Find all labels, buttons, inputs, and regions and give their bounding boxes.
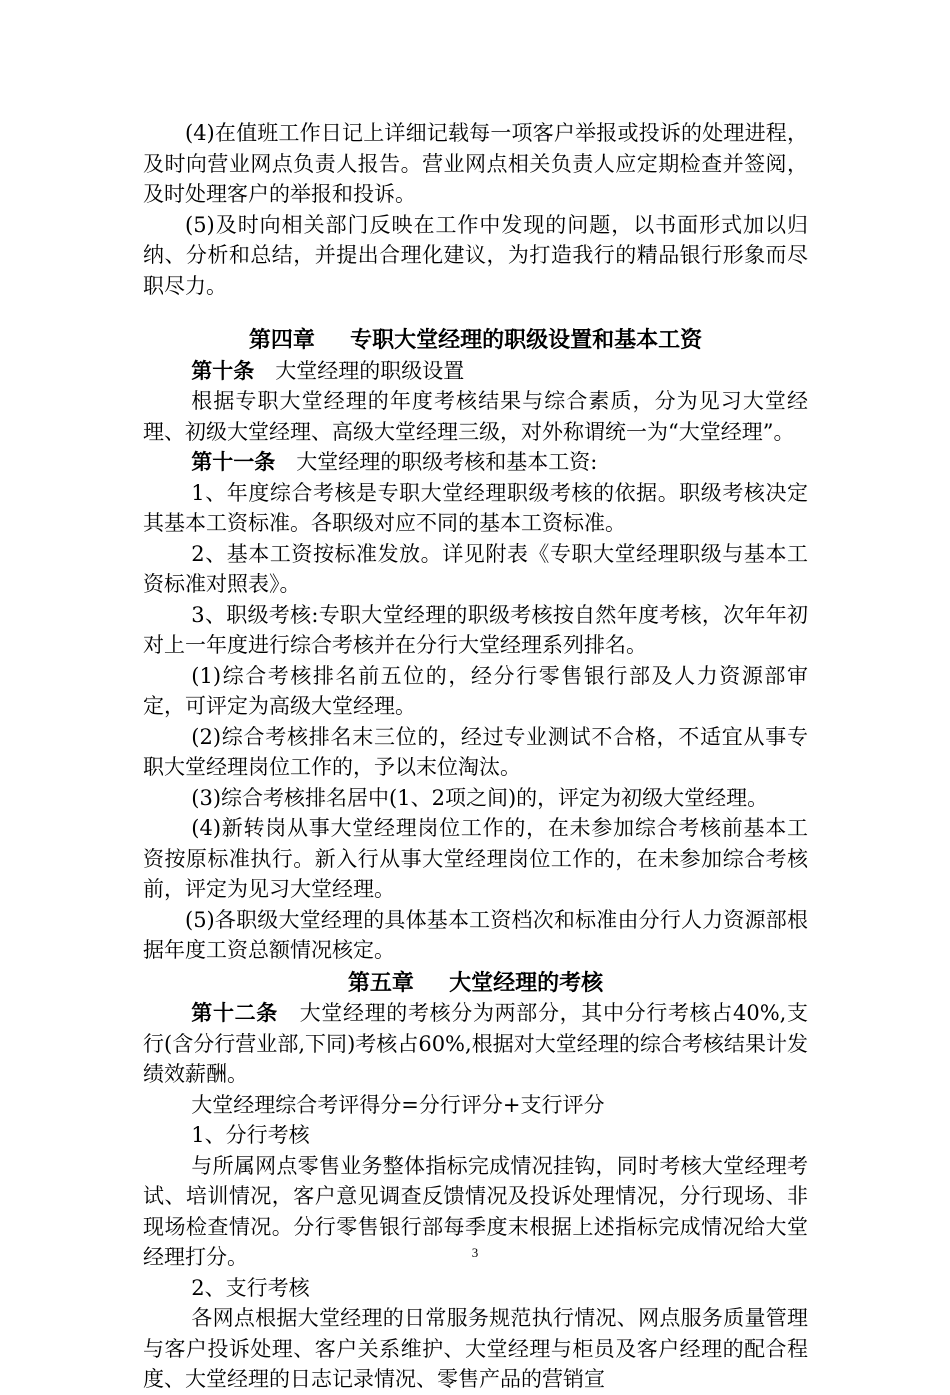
article-10-title: 大堂经理的职级设置 <box>275 358 465 383</box>
article-12-sub2-title: 2、支行考核 <box>191 1275 310 1300</box>
chapter-4-heading <box>143 325 808 356</box>
article-11-title: 大堂经理的职级考核和基本工资: <box>296 450 598 474</box>
article-11-label: 第十一条 <box>191 449 276 474</box>
article-12-label: 第十二条 <box>191 1000 278 1025</box>
article-12-heading <box>143 998 808 1090</box>
document-body <box>143 118 808 1395</box>
article-10-body: 根据专职大堂经理的年度考核结果与综合素质，分为见习大堂经理、初级大堂经理、高级大堂经理三级，对外称谓统一为“大堂经理”。 <box>143 389 808 444</box>
article-11-item: 1、年度综合考核是专职大堂经理职级考核的依据。职级考核决定其基本工资标准。各职级对应不同的基本工资标准。 <box>143 480 808 535</box>
article-10-heading <box>143 356 808 387</box>
article-10-label: 第十条 <box>191 357 255 383</box>
article-12-title: 大堂经理的考核分为两部分，其中分行考核占40%,支行(含分行营业部,下同)考核占60%,根据对大堂经理的综合考核结果计发绩效薪酬。 <box>143 1001 808 1086</box>
article-11-item: 2、基本工资按标准发放。详见附表《专职大堂经理职级与基本工资标准对照表》。 <box>143 541 808 596</box>
article-12-sub2-body: 各网点根据大堂经理的日常服务规范执行情况、网点服务质量管理与客户投诉处理、客户关系维护、大堂经理与柜员及客户经理的配合程度、大堂经理的日志记录情况、零售产品的营销宣 <box>143 1306 808 1391</box>
chapter-4-title: 专职大堂经理的职级设置和基本工资 <box>350 327 703 353</box>
chapter-5-title: 大堂经理的考核 <box>449 969 604 996</box>
page-number: 3 <box>471 1245 479 1260</box>
article-12-formula: 大堂经理综合考评得分=分行评分+支行评分 <box>191 1092 605 1117</box>
article-11-item: (2)综合考核排名末三位的，经过专业测试不合格，不适宜从事专职大堂经理岗位工作的，予以末位淘汰。 <box>143 724 808 779</box>
article-11-item: (5)各职级大堂经理的具体基本工资档次和标准由分行人力资源部根据年度工资总额情况核定。 <box>143 907 808 962</box>
article-11-item: (1)综合考核排名前五位的，经分行零售银行部及人力资源部审定，可评定为高级大堂经理。 <box>143 663 808 718</box>
paragraph-item-5: (5)及时向相关部门反映在工作中发现的问题，以书面形式加以归纳、分析和总结，并提出合理化建议，为打造我行的精品银行形象而尽职尽力。 <box>143 212 808 298</box>
chapter-5-number: 第五章 <box>347 969 414 996</box>
article-11-heading <box>143 447 808 478</box>
article-11-item: (3)综合考核排名居中(1、2项之间)的，评定为初级大堂经理。 <box>191 785 769 810</box>
article-12-sub1-title: 1、分行考核 <box>191 1123 310 1147</box>
chapter-5-heading <box>143 968 808 999</box>
article-11-item: 3、职级考核:专职大堂经理的职级考核按自然年度考核，次年年初对上一年度进行综合考核并在分行大堂经理系列排名。 <box>143 602 808 657</box>
article-11-item: (4)新转岗从事大堂经理岗位工作的，在未参加综合考核前基本工资按原标准执行。新入行从事大堂经理岗位工作的，在未参加综合考核前，评定为见习大堂经理。 <box>143 816 808 901</box>
paragraph-item-4: (4)在值班工作日记上详细记载每一项客户举报或投诉的处理进程，及时向营业网点负责人报告。营业网点相关负责人应定期检查并签阅，及时处理客户的举报和投诉。 <box>143 121 808 206</box>
chapter-4-number: 第四章 <box>248 327 315 353</box>
article-12-sub1-body: 与所属网点零售业务整体指标完成情况挂钩，同时考核大堂经理考试、培训情况，客户意见调查反馈情况及投诉处理情况，分行现场、非现场检查情况。分行零售银行部每季度末根据上述指标完成情况给大堂经理打分。 <box>143 1153 808 1269</box>
